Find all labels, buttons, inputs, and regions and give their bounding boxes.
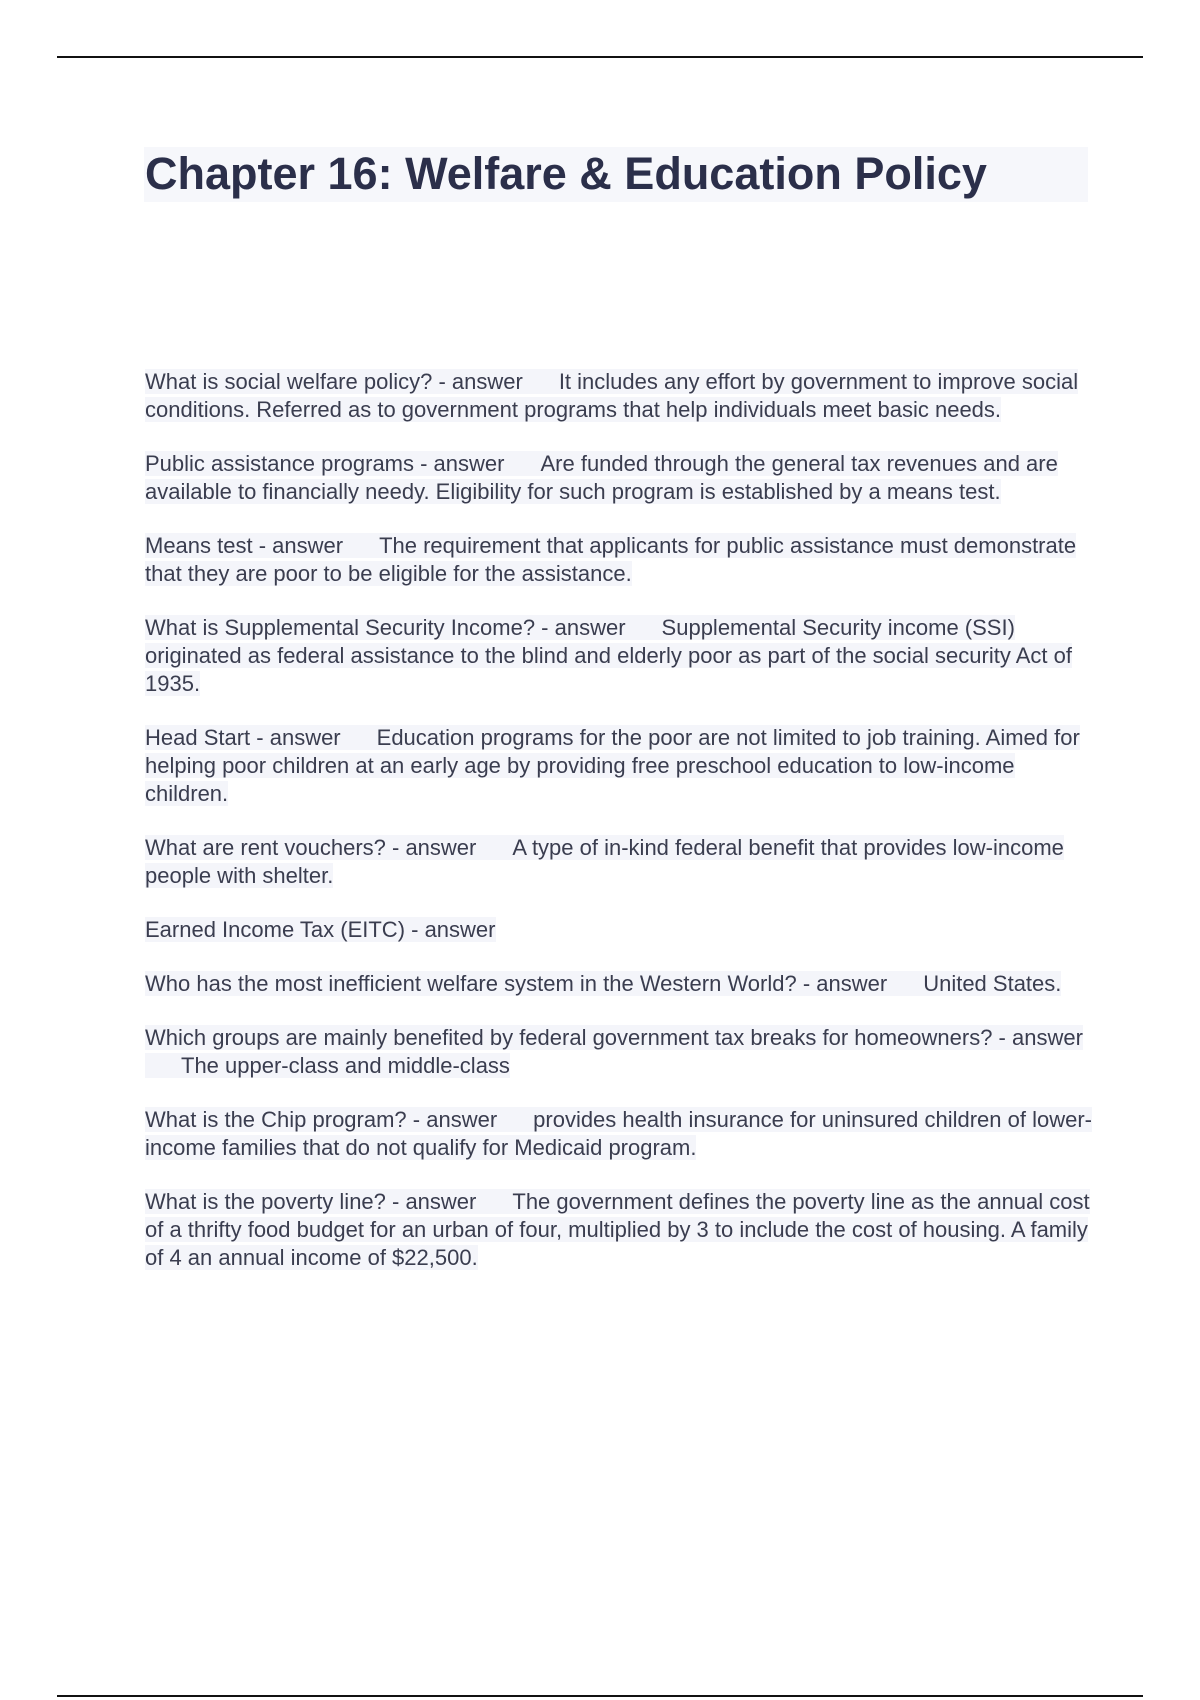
qa-answer: It includes any effort by government to improve social conditions. Referred as to government programs that help individuals meet basic needs.	[145, 369, 1079, 422]
header-rule	[57, 56, 1143, 58]
qa-answer: United States.	[923, 971, 1062, 996]
qa-question: What are rent vouchers? - answer	[145, 835, 477, 860]
qa-question: Which groups are mainly benefited by federal government tax breaks for homeowners? - answer	[145, 1025, 1083, 1050]
qa-question: Public assistance programs - answer	[145, 451, 505, 476]
qa-item	[145, 916, 1095, 944]
qa-answer: The upper-class and middle-class	[181, 1053, 510, 1078]
qa-answer: The requirement that applicants for public assistance must demonstrate that they are poor to be eligible for the assistance.	[145, 533, 1077, 586]
footer-rule	[57, 1695, 1143, 1697]
qa-answer: Are funded through the general tax revenues and are available to financially needy. Eligibility for such program is established by a means test.	[145, 451, 1058, 504]
page-title: Chapter 16: Welfare & Education Policy	[145, 148, 987, 199]
qa-question: What is the Chip program? - answer	[145, 1107, 498, 1132]
qa-item	[145, 450, 1095, 506]
qa-item	[145, 532, 1095, 588]
qa-answer: Supplemental Security income (SSI) originated as federal assistance to the blind and elderly poor as part of the social security Act of 1935.	[145, 615, 1072, 696]
qa-answer: Education programs for the poor are not limited to job training. Aimed for helping poor children at an early age by providing free preschool education to low-income children.	[145, 725, 1080, 806]
qa-item	[145, 368, 1095, 424]
qa-question: Head Start - answer	[145, 725, 341, 750]
qa-question: Who has the most inefficient welfare system in the Western World? - answer	[145, 971, 888, 996]
qa-question: Means test - answer	[145, 533, 344, 558]
qa-answer: The government defines the poverty line as the annual cost of a thrifty food budget for an urban of four, multiplied by 3 to include the cost of housing. A family of 4 an annual income of $22,500.	[145, 1189, 1090, 1270]
qa-list	[145, 368, 1095, 1298]
qa-question: What is social welfare policy? - answer	[145, 369, 523, 394]
qa-question: Earned Income Tax (EITC) - answer	[145, 917, 496, 942]
qa-item	[145, 1024, 1095, 1080]
qa-item	[145, 614, 1095, 698]
qa-item	[145, 970, 1095, 998]
qa-question: What is the poverty line? - answer	[145, 1189, 477, 1214]
qa-answer: provides health insurance for uninsured children of lower-income families that do not qualify for Medicaid program.	[145, 1107, 1093, 1160]
qa-item	[145, 834, 1095, 890]
qa-item	[145, 1188, 1095, 1272]
qa-item	[145, 1106, 1095, 1162]
qa-answer: A type of in-kind federal benefit that provides low-income people with shelter.	[145, 835, 1064, 888]
qa-question: What is Supplemental Security Income? - answer	[145, 615, 626, 640]
qa-item	[145, 724, 1095, 808]
